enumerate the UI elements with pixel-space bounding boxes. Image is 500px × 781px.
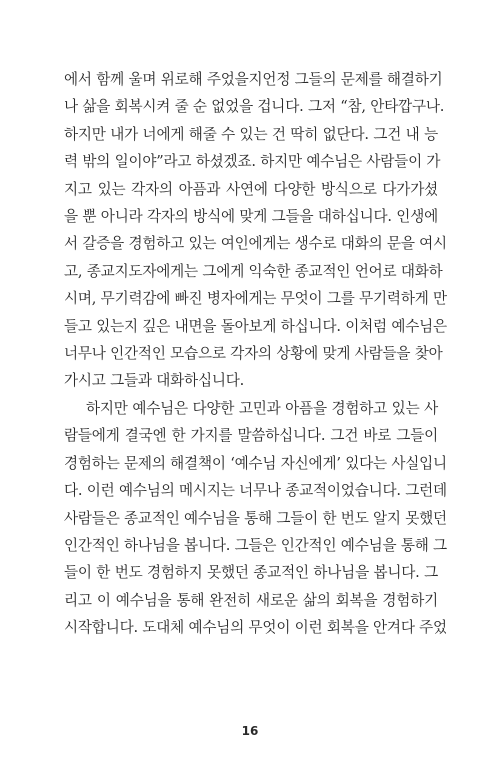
text-line: 인간적인 하나님을 봅니다. 그들은 인간적인 예수님을 통해 그 xyxy=(64,536,447,554)
text-line: 너무나 인간적인 모습으로 각자의 상황에 맞게 사람들을 찾아 xyxy=(64,345,443,363)
text-line: 에서 함께 울며 위로해 주었을지언정 그들의 문제를 해결하기 xyxy=(64,71,443,88)
text-line: 들이 한 번도 경험하지 못했던 종교적인 하나님을 봅니다. 그 xyxy=(64,564,438,582)
text-line: 리고 이 예수님을 통해 완전히 새로운 삶의 회복을 경험하기 xyxy=(64,591,438,609)
text-line: 사람들은 종교적인 예수님을 통해 그들이 한 번도 알지 못했던 xyxy=(64,509,447,527)
text-line: 하지만 예수님은 다양한 고민과 아픔을 경험하고 있는 사 xyxy=(86,399,438,417)
text-line: 나 삶을 회복시켜 줄 순 없었을 겁니다. 그저 “참, 안타깝구나. xyxy=(64,98,445,116)
text-line: 하지만 내가 너에게 해줄 수 있는 건 딱히 없단다. 그건 내 능 xyxy=(64,125,438,143)
page-number: 16 xyxy=(241,724,259,738)
paragraph-1 xyxy=(64,66,447,395)
text-line: 지고 있는 각자의 아픔과 사연에 다양한 방식으로 다가가셨 xyxy=(64,180,438,198)
body-text xyxy=(64,66,447,642)
text-line: 람들에게 결국엔 한 가지를 말씀하십니다. 그건 바로 그들이 xyxy=(64,427,438,445)
text-line: 경험하는 문제의 해결책이 ‘예수님 자신에게’ 있다는 사실입니 xyxy=(64,454,447,472)
text-line: 가시고 그들과 대화하십니다. xyxy=(64,372,245,390)
text-line: 시작합니다. 도대체 예수님의 무엇이 이런 회복을 안겨다 주었 xyxy=(64,619,447,637)
text-line: 시며, 무기력감에 빠진 병자에게는 무엇이 그를 무기력하게 만 xyxy=(64,290,447,308)
text-line: 고, 종교지도자에게는 그에게 익숙한 종교적인 언어로 대화하 xyxy=(64,262,443,280)
text-line: 력 밖의 일이야”라고 하셨겠죠. 하지만 예수님은 사람들이 가 xyxy=(64,153,441,171)
text-line: 들고 있는지 깊은 내면을 돌아보게 하십니다. 이처럼 예수님은 xyxy=(64,317,447,335)
text-line: 서 갈증을 경험하고 있는 여인에게는 생수로 대화의 문을 여시 xyxy=(64,235,447,253)
text-line: 다. 이런 예수님의 메시지는 너무나 종교적이었습니다. 그런데 xyxy=(64,482,447,500)
paragraph-2 xyxy=(64,395,447,642)
text-line: 을 뿐 아니라 각자의 방식에 맞게 그들을 대하십니다. 인생에 xyxy=(64,208,438,226)
